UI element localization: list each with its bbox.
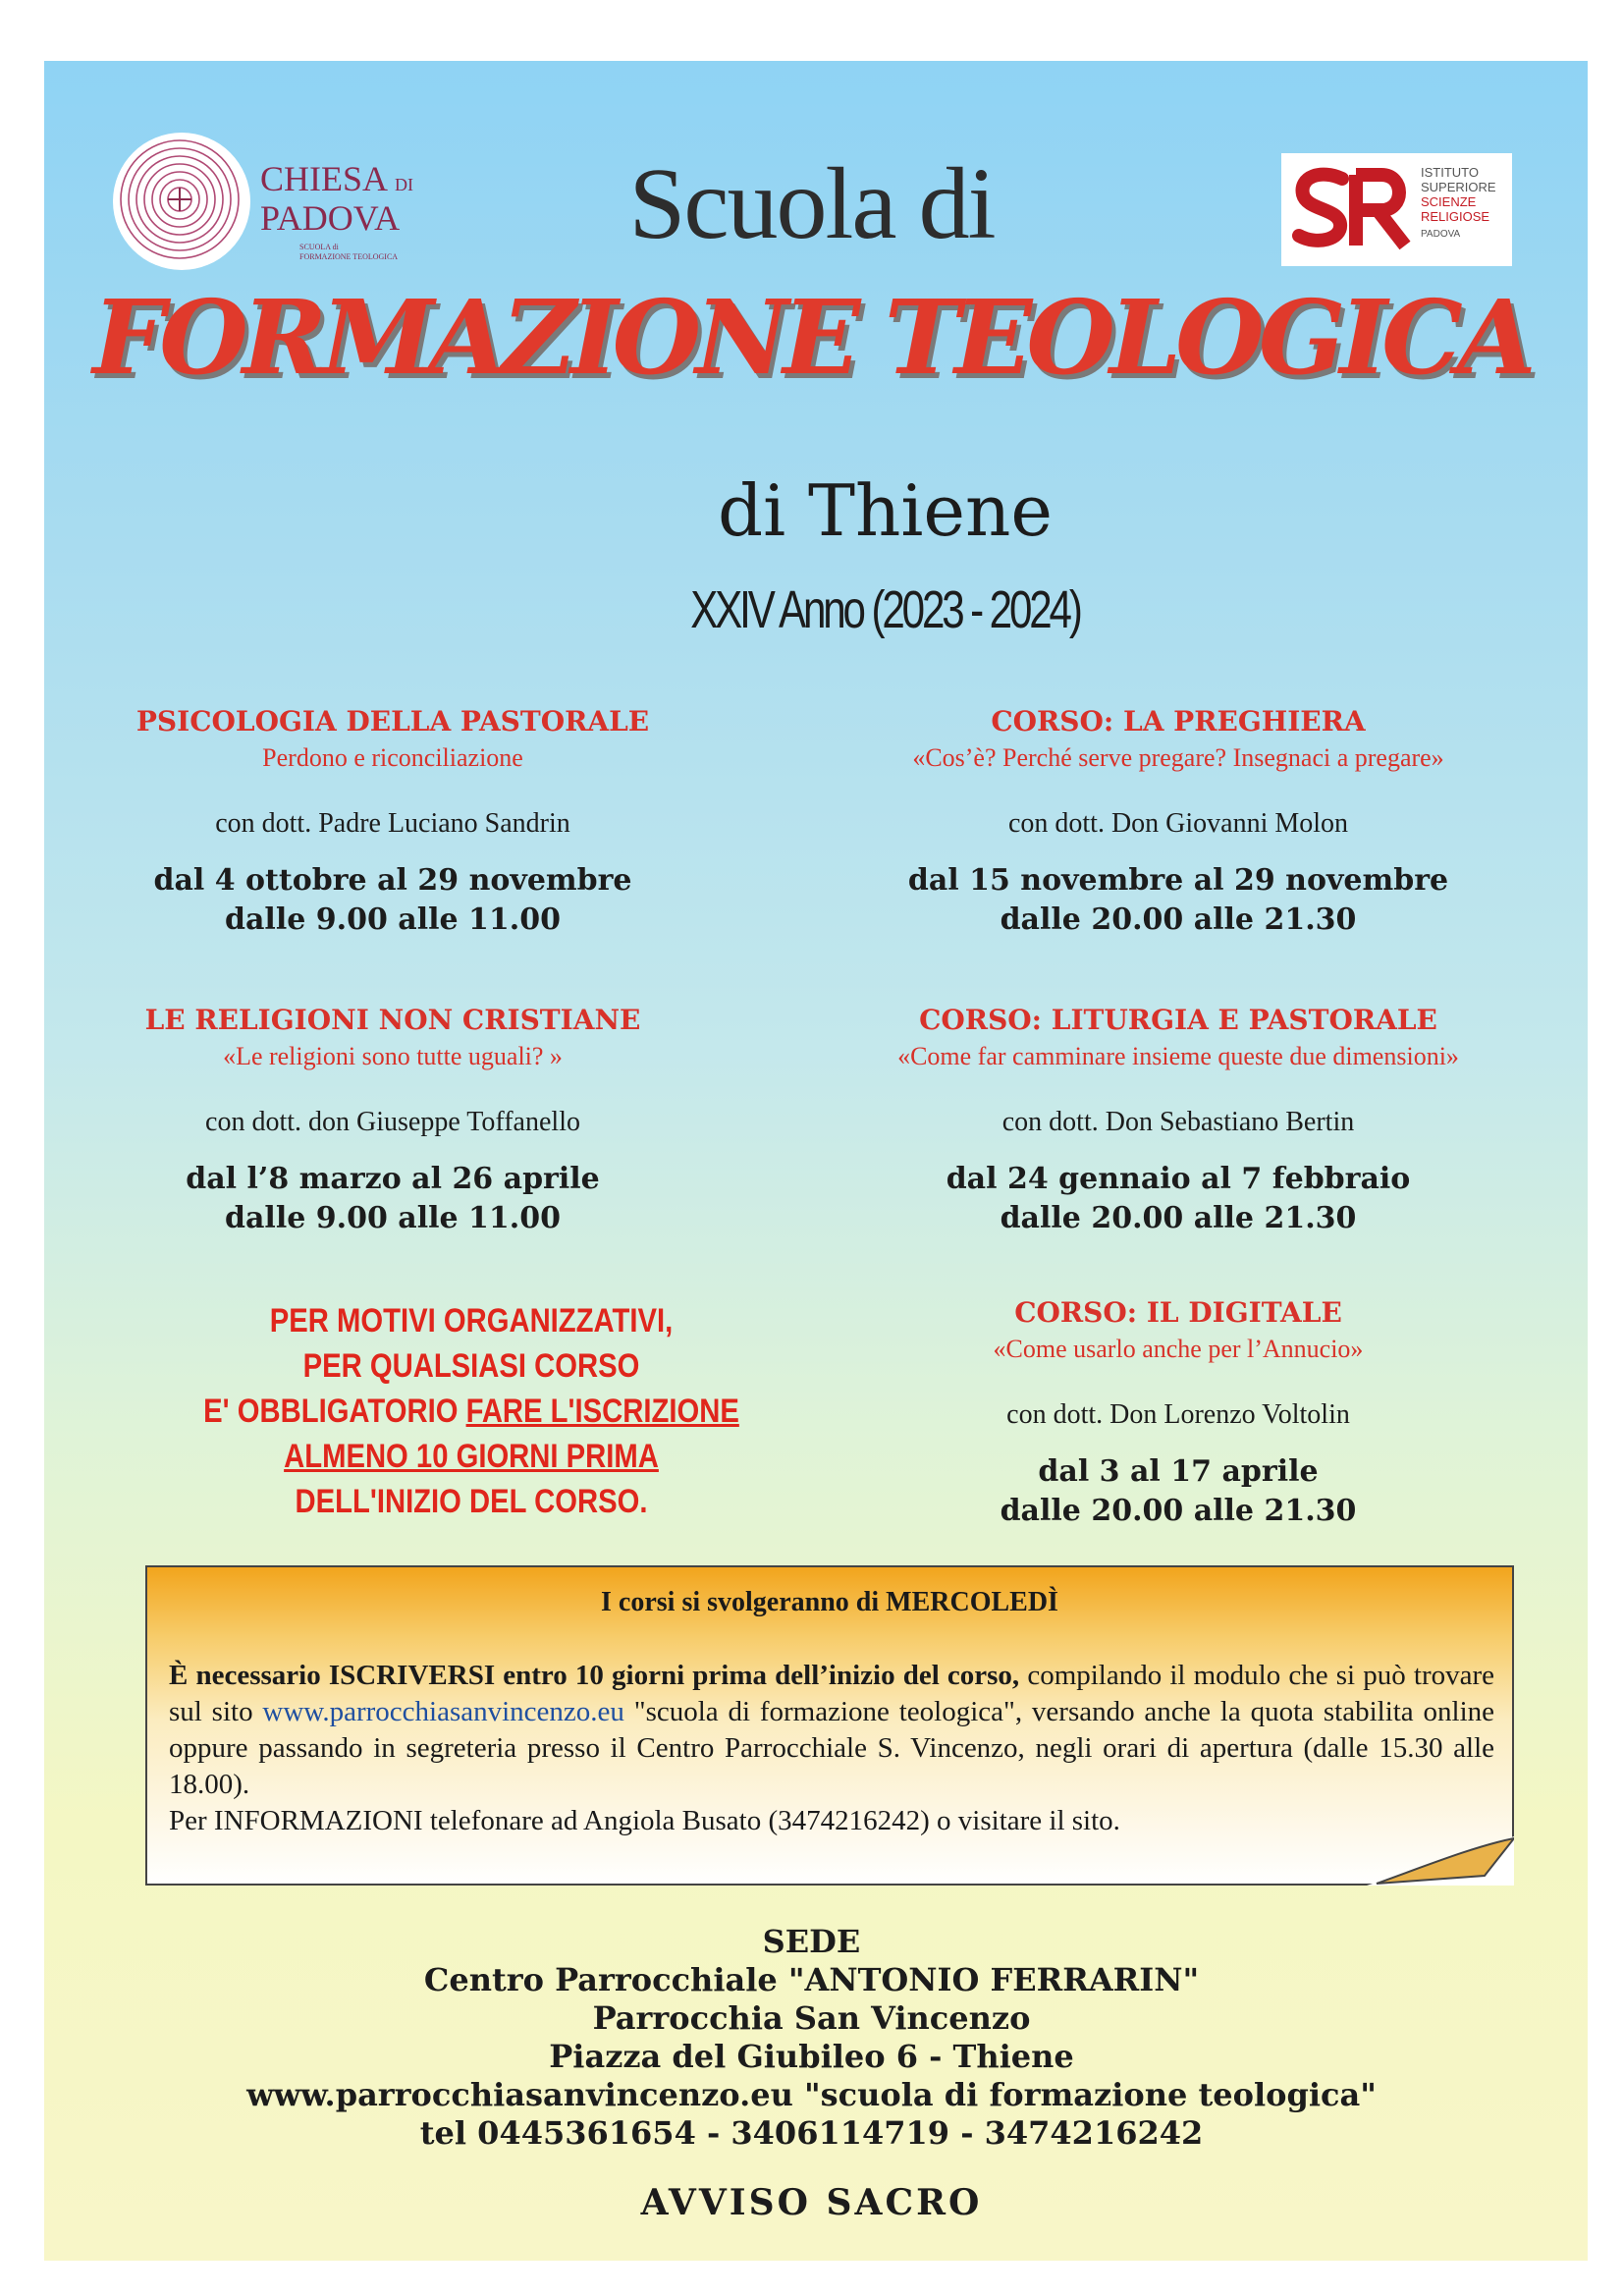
notice-line-5: DELL'INIZIO DEL CORSO. [295,1483,648,1520]
course-title: CORSO: IL DIGITALE [1014,1296,1342,1329]
info-bold-c: entro 10 giorni prima dell’inizio del corso, [495,1660,1020,1691]
course-subtitle: «Le religioni sono tutte uguali? » [223,1042,563,1070]
sede-label: SEDE [762,1923,861,1960]
course-dates [79,861,707,940]
course-dates [79,1160,707,1238]
course-dates [864,1452,1492,1531]
course-religioni [79,1004,707,1238]
course-teacher: con dott. Don Lorenzo Voltolin [1006,1399,1350,1430]
page-curl-icon [1367,1836,1514,1886]
course-date-range: dal 3 al 17 aprile [1038,1454,1319,1489]
course-teacher: con dott. don Giuseppe Toffanello [205,1107,580,1137]
title-year: XXIV Anno (2023 - 2024) [690,580,1080,639]
title-di-thiene: di Thiene [717,469,1053,552]
sede-website[interactable]: www.parrocchiasanvincenzo.eu "scuola di formazione teologica" [246,2076,1377,2113]
course-teacher: con dott. Don Giovanni Molon [1007,808,1349,839]
chiesa-line2: PADOVA [260,198,401,238]
course-preghiera [864,705,1492,940]
sede-parrocchia: Parrocchia San Vincenzo [592,1999,1031,2037]
course-liturgia [864,1004,1492,1238]
course-subtitle: Perdono e riconciliazione [262,743,523,772]
info-text-1: compilando il modulo che si può trovare sul sito [169,1660,1494,1727]
info-bold-a: È necessario [169,1660,329,1691]
notice-line-2: PER QUALSIASI CORSO [302,1347,640,1385]
issr-line-2: SUPERIORE [1421,180,1496,194]
sede-centro: Centro Parrocchiale "ANTONIO FERRARIN" [423,1961,1200,1998]
issr-line-5: PADOVA [1421,229,1461,240]
course-title: CORSO: LA PREGHIERA [991,705,1366,738]
title-scuola-di: Scuola di [628,147,995,260]
course-date-range: dal 15 novembre al 29 novembre [907,863,1449,898]
course-title: CORSO: LITURGIA E PASTORALE [919,1004,1437,1036]
info-text-3: Per INFORMAZIONI telefonare ad Angiola Busato (3474216242) o visitare il sito. [169,1805,1120,1836]
info-bold-b: ISCRIVERSI [328,1660,496,1691]
sede-phone: tel 0445361654 - 3406114719 - 3474216242 [419,2114,1204,2152]
course-hours: dalle 20.00 alle 21.30 [1000,1201,1357,1235]
chiesa-line1: CHIESA [260,159,387,198]
course-psicologia [79,705,707,940]
course-date-range: dal l’8 marzo al 26 aprile [186,1162,600,1196]
info-box [145,1565,1514,1886]
sede-address: Piazza del Giubileo 6 - Thiene [549,2038,1074,2075]
notice-line-4: ALMENO 10 GIORNI PRIMA [284,1438,659,1475]
sede-block [0,1923,1623,2153]
course-dates [864,1160,1492,1238]
course-digitale [864,1296,1492,1531]
notice-line-3b: FARE L'ISCRIZIONE [465,1393,739,1430]
course-hours: dalle 9.00 alle 11.00 [225,1201,561,1235]
chiesa-sub1: SCUOLA di [299,243,339,251]
notice-line-1: PER MOTIVI ORGANIZZATIVI, [269,1302,674,1339]
chiesa-line1-small: DI [395,175,414,194]
course-title: PSICOLOGIA DELLA PASTORALE [135,705,650,738]
course-teacher: con dott. Don Sebastiano Bertin [1001,1107,1355,1137]
course-hours: dalle 20.00 alle 21.30 [1000,1494,1357,1528]
course-hours: dalle 9.00 alle 11.00 [225,902,561,937]
info-text-2: "scuola di formazione teologica", versando anche la quota stabilita online oppure passando in segreteria presso il Centro Parrocchiale S. Vincenzo, negli orari di apertura (dalle 15.30 alle 18.00). [169,1696,1494,1800]
info-body [169,1658,1494,1839]
issr-line-3: SCIENZE [1421,194,1477,209]
avviso-sacro: AVVISO SACRO [640,2182,983,2223]
info-website-link[interactable]: www.parrocchiasanvincenzo.eu [262,1696,624,1727]
course-date-range: dal 4 ottobre al 29 novembre [153,863,632,898]
notice-line-3a: E' OBBLIGATORIO [203,1393,466,1430]
registration-notice [201,1298,741,1524]
course-title: LE RELIGIONI NON CRISTIANE [144,1004,641,1036]
course-date-range: dal 24 gennaio al 7 febbraio [946,1162,1411,1196]
course-hours: dalle 20.00 alle 21.30 [1000,902,1357,937]
info-heading: I corsi si svolgeranno di MERCOLEDÌ [601,1587,1058,1617]
title-formazione-teologica: FORMAZIONE TEOLOGICA [92,277,1531,398]
chiesa-sub2: FORMAZIONE TEOLOGICA [299,252,399,261]
course-teacher: con dott. Padre Luciano Sandrin [215,808,570,839]
issr-line-4: RELIGIOSE [1421,209,1490,224]
course-subtitle: «Come far camminare insieme queste due dimensioni» [897,1042,1459,1070]
course-subtitle: «Come usarlo anche per l’Annucio» [993,1335,1364,1363]
course-dates [864,861,1492,940]
notice-line-3 [201,1389,741,1434]
issr-line-1: ISTITUTO [1421,165,1479,180]
course-subtitle: «Cos’è? Perché serve pregare? Insegnaci a pregare» [912,743,1444,772]
